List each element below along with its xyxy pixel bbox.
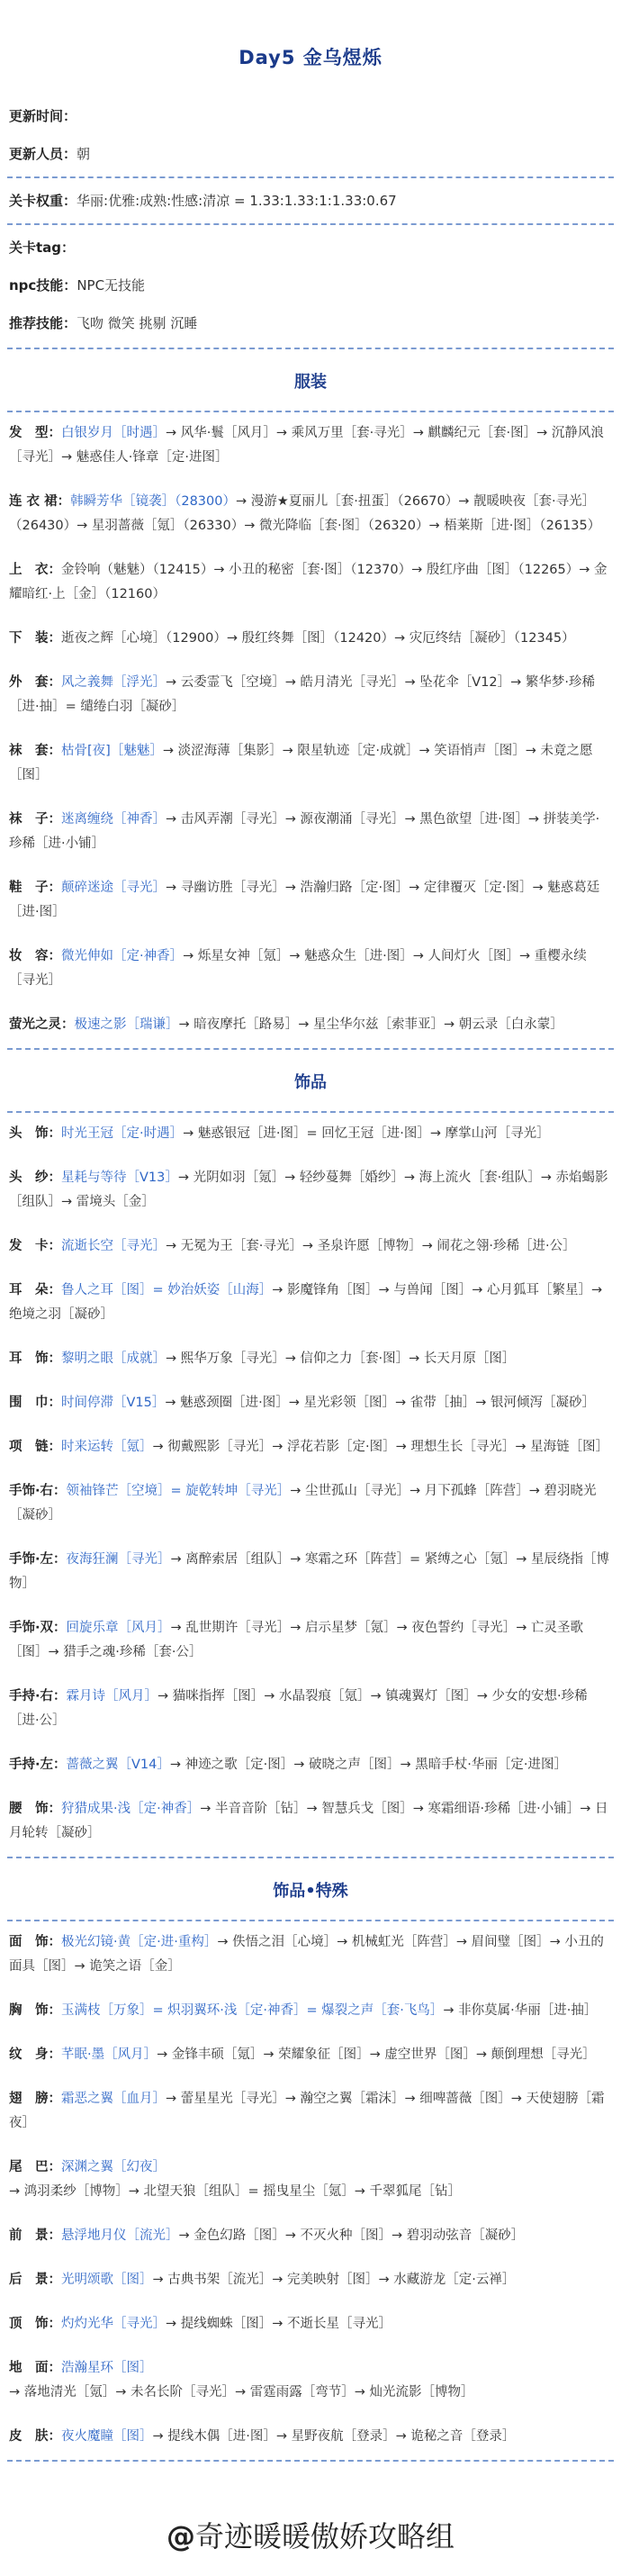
top-pick: 霜恶之翼［血月］ — [61, 2092, 166, 2106]
slot-label: 耳 朵： — [9, 1283, 61, 1297]
alternatives: → 离醉索居［组队］→ 寒霜之环［阵营］= 紧缚之心［氪］→ 星辰绕指［博物］ — [9, 1552, 610, 1591]
item-row — [9, 799, 612, 867]
meta-value: 华丽:优雅:成熟:性感:清凉 = 1.33:1.33:1:1.33:0.67 — [76, 193, 397, 209]
item-row — [9, 867, 612, 935]
alternatives: → 尘世孤山［寻光］→ 月下孤蜂［阵营］→ 碧羽晓光［凝砂］ — [9, 1484, 597, 1523]
top-pick: 回旋乐章［风月］ — [66, 1621, 171, 1635]
item-row — [9, 1539, 612, 1607]
alternatives: → 寻幽访胜［寻光］→ 浩瀚归路［定·图］→ 定律覆灭［定·图］→ 魅惑葛廷［进·图］ — [9, 881, 600, 919]
divider — [7, 176, 614, 178]
alternatives: 逝夜之辉［心境］（12900）→ 殷红终舞［图］（12420）→ 灾厄终结［凝砂］（12345） — [61, 631, 575, 646]
slot-label: 胸 饰： — [9, 2003, 61, 2018]
meta-row — [9, 238, 621, 258]
alternatives: → 非你莫属·华丽［进·抽］ — [443, 2003, 598, 2018]
top-pick: 夜海狂澜［寻光］ — [66, 1552, 171, 1567]
item-row — [9, 2416, 612, 2460]
top-pick: 夜火魔瞳［图］ — [61, 2429, 153, 2444]
alternatives: → 半音音阶［钻］→ 智慧兵戈［图］→ 寒霜细语·珍稀［进·小铺］→ 日月轮转［凝砂］ — [9, 1802, 608, 1840]
item-row — [9, 549, 612, 618]
alternatives: → 金色幻路［图］→ 不灭火种［图］→ 碧羽动弦音［凝砂］ — [178, 2228, 525, 2243]
meta-row — [9, 313, 621, 333]
page-title: Day5 金乌煜烁 — [238, 47, 382, 68]
alternatives: → 魅惑银冠［进·图］= 回忆王冠［进·图］→ 摩掌山河［寻光］ — [183, 1126, 550, 1141]
alternatives: → 彻戴熙影［寻光］→ 浮花若影［定·图］→ 理想生长［寻光］→ 星海链［图］ — [152, 1440, 609, 1454]
alternatives: → 魅惑颈圈［进·图］→ 星光彩领［图］→ 雀带［抽］→ 银河倾泻［凝砂］ — [165, 1396, 596, 1410]
slot-label: 手持·右： — [9, 1689, 67, 1704]
slot-label: 地 面： — [9, 2361, 61, 2375]
alternatives: → 熙华万象［寻光］→ 信仰之力［套·图］→ 长天月原［图］ — [166, 1351, 516, 1366]
meta-row — [9, 106, 621, 126]
item-row — [9, 1157, 612, 1225]
slot-label: 袜 套： — [9, 744, 61, 758]
top-pick: 悬浮地月仪［流光］ — [61, 2228, 179, 2243]
item-row — [9, 1382, 612, 1426]
top-pick: 蔷薇之翼［V14］ — [66, 1758, 170, 1772]
top-pick: 枯骨[夜]［魅魅］ — [61, 744, 163, 758]
sections — [0, 349, 621, 2462]
meta-value: 飞吻 微笑 挑剔 沉睡 — [76, 315, 198, 331]
item-row — [9, 2303, 612, 2347]
meta-value: NPC无技能 — [76, 277, 146, 294]
alternatives: → 鸿羽柔纱［博物］→ 北望天狼［组队］= 摇曳星尘［氪］→ 千翠狐尾［钻］ — [9, 2184, 462, 2199]
item-row — [9, 1788, 612, 1857]
top-pick: 时来运转［氪］ — [61, 1440, 153, 1454]
alternatives: → 落地清光［氪］→ 未名长阶［寻光］→ 雷霆雨露［弯节］→ 灿光流影［博物］ — [9, 2385, 474, 2400]
slot-label: 围 巾： — [9, 1396, 61, 1410]
slot-label: 顶 饰： — [9, 2317, 61, 2331]
top-pick: 灼灼光华［寻光］ — [61, 2317, 166, 2331]
alternatives: 金铃响（魅魅）（12415）→ 小丑的秘密［套·图］（12370）→ 殷红序曲［图］（12265）→ 金耀暗红·上［金］（12160） — [9, 563, 608, 601]
top-pick: 黎明之眼［成就］ — [61, 1351, 166, 1366]
top-pick: 深渊之翼［幻夜］ — [61, 2160, 166, 2174]
alternatives: → 风华·鬟［风月］→ 乘风万里［套·寻光］→ 麒麟纪元［套·图］→ 沉静风浪［寻光］→ 魅惑佳人·锋章［定·进图］ — [9, 426, 604, 465]
meta-key: npc技能： — [9, 277, 77, 294]
item-row — [9, 2078, 612, 2147]
top-pick: 时间停滞［V15］ — [61, 1396, 166, 1410]
alternatives: → 无冕为王［套·寻光］→ 圣泉许愿［博物］→ 闹花之翎·珍稀［进·公］ — [166, 1239, 576, 1253]
slot-label: 发 卡： — [9, 1239, 61, 1253]
top-pick: 时光王冠［定·时遇］ — [61, 1126, 184, 1141]
alternatives: → 影魔锋角［图］→ 与兽闻［图］→ 心月狐耳［繁星］→ 绝境之羽［凝砂］ — [9, 1283, 603, 1322]
slot-label: 头 纱： — [9, 1170, 61, 1185]
top-pick: 韩瞬芳华［镜袭］（28300） — [70, 494, 236, 509]
meta-key: 更新时间： — [9, 108, 77, 124]
slot-label: 前 景： — [9, 2228, 61, 2243]
alternatives: → 神迹之歌［定·图］→ 破晓之声［图］→ 黑暗手杖·华丽［定·进图］ — [169, 1758, 567, 1772]
item-row — [9, 662, 612, 730]
slot-label: 萤光之灵： — [9, 1017, 75, 1032]
slot-label: 面 饰： — [9, 1935, 61, 1949]
slot-label: 鞋 子： — [9, 881, 61, 895]
slot-label: 翅 膀： — [9, 2092, 61, 2106]
top-pick: 狩猎成果·浅［定·神香］ — [61, 1802, 201, 1816]
item-row — [9, 1607, 612, 1676]
alternatives: → 提线木偶［进·图］→ 星野夜航［登录］→ 诡秘之音［登录］ — [152, 2429, 516, 2444]
slot-label: 腰 饰： — [9, 1802, 61, 1816]
item-row — [9, 1470, 612, 1539]
top-pick: 极速之影［瑞谦］ — [74, 1017, 179, 1032]
alternatives: → 蕾星星光［寻光］→ 瀚空之翼［霜沫］→ 细啤蔷薇［图］→ 天使翅膀［霜夜］ — [9, 2092, 605, 2130]
top-pick: 鲁人之耳［图］= 妙治妖姿［山海］ — [61, 1283, 273, 1297]
alternatives: → 乱世期许［寻光］→ 启示星梦［氪］→ 夜色誓约［寻光］→ 亡灵圣歌［图］→ 猎手之魂·珍稀［套·公］ — [9, 1621, 584, 1659]
alternatives: → 暗夜摩托［路易］→ 星尘华尔兹［索菲亚］→ 朝云录［白永蒙］ — [178, 1017, 563, 1032]
alternatives: → 烁星女神［氪］→ 魅惑众生［进·图］→ 人间灯火［图］→ 重樱永续［寻光］ — [9, 949, 587, 988]
item-row — [9, 412, 612, 481]
slot-label: 手饰·双： — [9, 1621, 67, 1635]
top-pick: 颠碎迷途［寻光］ — [61, 881, 166, 895]
alternatives: → 云委霊飞［空境］→ 皓月清光［寻光］→ 坠花伞［V12］→ 繁华梦·珍稀［进·抽］= 缱绻白羽［凝砂］ — [9, 675, 596, 714]
top-pick: 霖月诗［风月］ — [66, 1689, 158, 1704]
meta-row — [9, 191, 621, 211]
alternatives: → 佚悟之泪［心境］→ 机械虹光［阵营］→ 眉间璧［图］→ 小丑的面具［图］→ 诡笑之语［金］ — [9, 1935, 604, 1974]
top-pick: 芊眠·墨［风月］ — [61, 2047, 158, 2062]
slot-label: 连 衣 裙： — [9, 494, 71, 509]
top-pick: 极光幻镜·黄［定·进·重构］ — [61, 1935, 218, 1949]
item-row — [9, 730, 612, 799]
slot-label: 妆 容： — [9, 949, 61, 963]
meta-key: 推荐技能： — [9, 315, 77, 331]
item-row — [9, 1338, 612, 1382]
slot-label: 项 链： — [9, 1440, 61, 1454]
slot-label: 手饰·左： — [9, 1552, 67, 1567]
divider — [7, 223, 614, 225]
top-pick: 浩瀚星环［图］ — [61, 2361, 153, 2375]
section-heading: 服装 — [294, 373, 327, 392]
item-row — [9, 1744, 612, 1788]
item-row — [9, 1113, 612, 1157]
alternatives: → 漫游★夏丽儿［套·扭蛋］（26670）→ 靓暖映夜［套·寻光］（26430）→ 星羽蔷薇［氪］（26330）→ 微光降临［套·图］（26320）→ 梧莱斯［进·图］（26135） — [9, 494, 601, 533]
item-row — [9, 935, 612, 1004]
top-pick: 领袖锋芒［空境］= 旋乾转坤［寻光］ — [66, 1484, 291, 1498]
alternatives: → 击风弄潮［寻光］→ 源夜潮涌［寻光］→ 黑色欲望［进·图］→ 拼装美学·珍稀［进·小铺］ — [9, 812, 600, 851]
meta-row — [9, 144, 621, 164]
meta-key: 关卡权重： — [9, 193, 77, 209]
item-row — [9, 1990, 612, 2034]
meta-key: 更新人员： — [9, 146, 77, 162]
slot-label: 纹 身： — [9, 2047, 61, 2062]
item-row — [9, 1426, 612, 1470]
item-row — [9, 1270, 612, 1338]
item-row — [9, 1676, 612, 1744]
alternatives: → 光阴如羽［氪］→ 轻纱蔓舞［婚纱］→ 海上流火［套·组队］→ 赤焰蝎影［组队］→ 雷境头［金］ — [9, 1170, 608, 1209]
top-pick: 星耗与等待［V13］ — [61, 1170, 178, 1185]
alternatives: → 淡涩海薄［集影］→ 限星轨迹［定·成就］→ 笑语悄声［图］→ 未竟之愿［图］ — [9, 744, 593, 782]
top-pick: 微光伸如［定·神香］ — [61, 949, 184, 963]
section-heading: 饰品•特殊 — [273, 1882, 348, 1901]
top-pick: 光明颂歌［图］ — [61, 2273, 153, 2287]
meta-value: 朝 — [76, 146, 91, 162]
item-row — [9, 2034, 612, 2078]
top-pick: 流逝长空［寻光］ — [61, 1239, 166, 1253]
slot-label: 尾 巴： — [9, 2160, 61, 2174]
item-row — [9, 1004, 612, 1048]
slot-label: 外 套： — [9, 675, 61, 690]
slot-label: 下 装： — [9, 631, 61, 646]
item-row — [9, 2259, 612, 2303]
top-pick: 风之義舞［浮光］ — [61, 675, 166, 690]
item-row — [9, 2347, 612, 2416]
slot-label: 发 型： — [9, 426, 61, 440]
slot-label: 皮 肤： — [9, 2429, 61, 2444]
alternatives: → 金锋丰硕［氪］→ 荣耀象征［图］→ 虚空世界［图］→ 颠倒理想［寻光］ — [157, 2047, 596, 2062]
slot-label: 手饰·右： — [9, 1484, 67, 1498]
section-heading: 饰品 — [294, 1073, 327, 1092]
divider — [7, 2460, 614, 2462]
slot-label: 上 衣： — [9, 563, 61, 577]
meta-block — [0, 106, 621, 349]
watermark — [0, 2514, 621, 2555]
slot-label: 后 景： — [9, 2273, 61, 2287]
item-row — [9, 2215, 612, 2259]
item-row — [9, 1921, 612, 1990]
alternatives: → 猫咪指挥［图］→ 水晶裂痕［氪］→ 镇魂翼灯［图］→ 少女的安想·珍稀［进·公］ — [9, 1689, 588, 1728]
alternatives: → 提线蜘蛛［图］→ 不逝长星［寻光］ — [166, 2317, 392, 2331]
meta-key: 关卡tag： — [9, 240, 76, 256]
top-pick: 迷离缠绕［神香］ — [61, 812, 166, 827]
meta-row — [9, 276, 621, 295]
item-row — [9, 618, 612, 662]
watermark-text: 奇迹暖暖傲娇攻略组 — [194, 2519, 454, 2553]
slot-label: 耳 饰： — [9, 1351, 61, 1366]
top-pick: 白银岁月［时遇］ — [61, 426, 166, 440]
watermark-at: @ — [166, 2519, 195, 2553]
item-row — [9, 481, 612, 549]
item-row — [9, 2147, 612, 2215]
alternatives: → 古典书架［流光］→ 完美映射［图］→ 水藏游龙［定·云禅］ — [152, 2273, 516, 2287]
slot-label: 手持·左： — [9, 1758, 67, 1772]
top-pick: 玉满枝［万象］= 炽羽翼环·浅［定·神香］= 爆裂之声［套·飞鸟］ — [61, 2003, 444, 2018]
slot-label: 袜 子： — [9, 812, 61, 827]
item-row — [9, 1225, 612, 1270]
slot-label: 头 饰： — [9, 1126, 61, 1141]
